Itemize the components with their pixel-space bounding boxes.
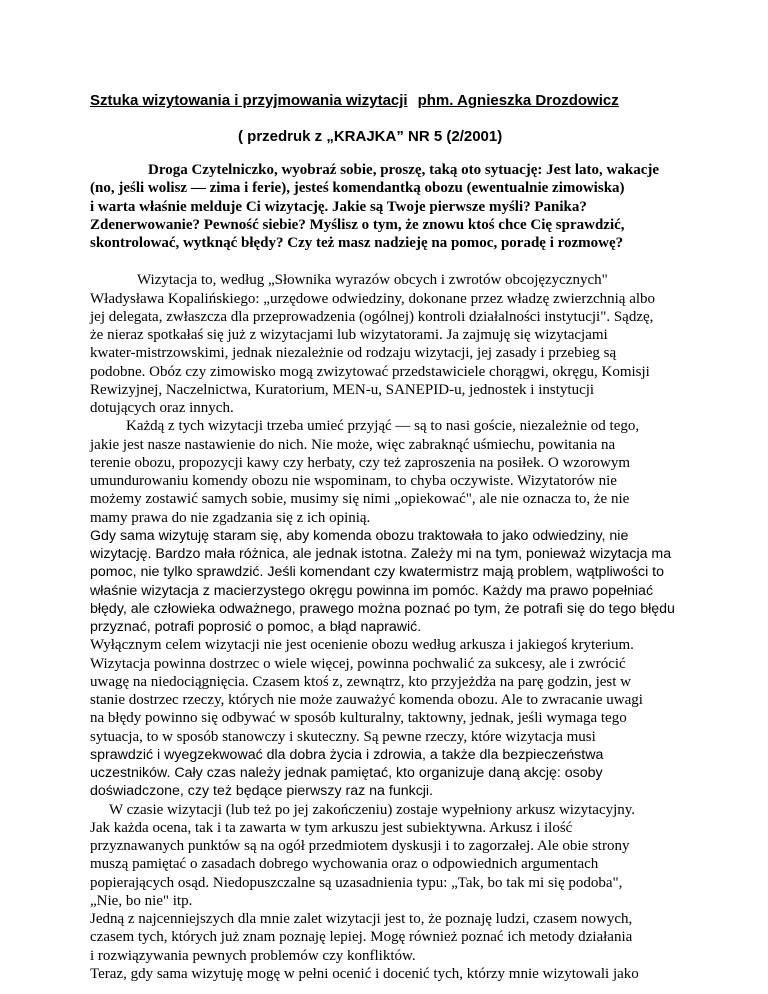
article-author: phm. Agnieszka Drozdowicz [417, 92, 619, 109]
intro-paragraph [90, 161, 710, 252]
text-line: jej delegata, zwłaszcza dla przeprowadzenia (ogólnej) kontroli działalności instytucji". Sądzę, [90, 308, 654, 325]
text-line: Zdenerwowanie? Pewność siebie? Myślisz o tym, że znowu ktoś chce Cię sprawdzić, [90, 216, 625, 233]
text-line: wizytację. Bardzo mała różnica, ale jednak istotna. Zależy mi na tym, ponieważ wizytacja ma [90, 546, 672, 562]
text-line: doświadczone, czy też będące pierwszy raz na funkcji. [90, 783, 434, 800]
text-line: sytuacja, to w sposób stanowczy i skuteczny. Są pewne rzeczy, które wizytacja musi [90, 728, 596, 745]
body-paragraphs [90, 271, 710, 983]
text-line: Gdy sama wizytuję staram się, aby komenda obozu traktowała to jako odwiedziny, nie [90, 527, 629, 544]
text-line: i warta właśnie melduje Ci wizytację. Jakie są Twoje pierwsze myśli? Panika? [90, 198, 587, 215]
reprint-note: ( przedruk z „KRAJKA” NR 5 (2/2001) [238, 128, 503, 145]
text-line: Każdą z tych wizytacji trzeba umieć przyjąć — są to nasi goście, niezależnie od tego, [126, 418, 640, 435]
text-line: stanie dostrzec rzeczy, których nie może zauważyć komenda obozu. Ale to zwracanie uwagi [90, 692, 643, 708]
text-line: Jak każda ocena, tak i ta zawarta w tym arkuszu jest subiektywna. Arkusz i ilość [90, 819, 573, 836]
text-line: uwagę na niedociągnięcia. Czasem ktoś z, zewnątrz, kto przyjeżdża na parę godzin, jest w [90, 673, 632, 690]
text-line: mamy prawa do nie zgadzania się z ich opinią. [90, 509, 371, 526]
text-line: Jedną z najcenniejszych dla mnie zalet wizytacji jest to, że poznaję ludzi, czasem nowych, [90, 911, 633, 927]
text-line: Teraz, gdy sama wizytuję mogę w pełni ocenić i docenić tych, którzy mnie wizytowali jako [90, 965, 639, 982]
text-line: jakie jest nasze nastawienie do nich. Nie może, więc zabraknąć uśmiechu, powitania na [90, 436, 616, 453]
text-line: i rozwiązywania pewnych problemów czy konfliktów. [90, 947, 416, 964]
text-line: umundurowaniu komendy obozu nie wspominam, to chyba oczywiste. Wizytatorów nie [90, 473, 617, 489]
text-line: błędy, ale człowieka odważnego, prawego można poznać po tym, że potrafi się do tego błędu [90, 600, 675, 617]
text-line: Władysława Kopalińskiego: „urzędowe odwiedziny, dokonane przez władzę zwierzchnią albo [90, 290, 656, 307]
text-line: przyznawanych punktów są na ogół przedmiotem dyskusji i to zagorzałej. Ale obie strony [90, 838, 630, 854]
text-line: „Nie, bo nie" itp. [90, 892, 193, 909]
text-line: (no, jeśli wolisz — zima i ferie), jesteś komendantką obozu (ewentualnie zimowiska) [90, 180, 625, 197]
text-line: muszą pamiętać o zasadach dobrego wychowania oraz o odpowiednich argumentach [90, 856, 599, 873]
text-line: popierających osąd. Niedopuszczalne są uzasadnienia typu: „Tak, bo tak mi się podoba", [90, 874, 623, 891]
text-line: Wizytacja powinna dostrzec o wiele więcej, powinna pochwalić za sukcesy, ale i zwrócić [90, 655, 626, 672]
text-line: kwater-mistrzowskimi, jednak niezależnie od rodzaju wizytacji, jej zasady i przebieg są [90, 345, 617, 362]
text-line: W czasie wizytacji (lub też po jej zakończeniu) zostaje wypełniony arkusz wizytacyjny. [109, 801, 636, 818]
text-line: Wyłącznym celem wizytacji nie jest ocenienie obozu według arkusza i jakiegoś kryterium. [90, 637, 634, 654]
text-line: czasem tych, których już znam poznaję lepiej. Mogę również poznać ich metody działania [90, 929, 633, 946]
text-line: Droga Czytelniczko, wyobraź sobie, proszę, taką oto sytuację: Jest lato, wakacje [148, 162, 660, 178]
text-line: pomoc, nie tylko sprawdzić. Jeśli komendant czy kwatermistrz mają problem, wątpliwości to [90, 564, 665, 581]
text-line: uczestników. Cały czas należy jednak pamiętać, kto organizuje daną akcję: osoby [90, 765, 603, 781]
article-body [90, 161, 710, 983]
text-line: terenie obozu, propozycji kawy czy herbaty, czy też zaproszenia na posiłek. O wzorowym [90, 454, 631, 471]
text-line: na błędy powinno się odbywać w sposób kulturalny, taktowny, jednak, jeśli wymaga tego [90, 710, 627, 727]
text-line: że nieraz spotkałaś się już z wizytacjami lub wizytatorami. Ja zajmuję się wizytacjami [90, 327, 608, 343]
article-header [90, 92, 690, 110]
text-line: sprawdzić i wyegzekwować dla dobra życia i zdrowia, a także dla bezpieczeństwa [90, 746, 604, 763]
text-line: Wizytacja to, według „Słownika wyrazów obcych i zwrotów obcojęzycznych" [137, 272, 608, 289]
text-line: Rewizyjnej, Naczelnictwa, Kuratorium, MEN-u, SANEPID-u, jednostek i instytucji [90, 381, 595, 398]
text-line: podobne. Obóz czy zimowisko mogą zwizytować przedstawiciele chorągwi, okręgu, Komisji [90, 363, 650, 380]
article-title: Sztuka wizytowania i przyjmowania wizytacji [90, 92, 408, 109]
text-line: możemy zostawić samych sobie, musimy się nimi „opiekować", ale nie oznacza to, że nie [90, 491, 630, 508]
text-line: właśnie wizytacja z macierzystego okręgu powinna im pomóc. Każdy ma prawo popełniać [90, 582, 654, 599]
text-line: dotujących oraz innych. [90, 400, 234, 416]
text-line: przyznać, potrafi poprosić o pomoc, a błąd naprawić. [90, 619, 422, 635]
text-line: skontrolować, wytknąć błędy? Czy też masz nadzieję na pomoc, poradę i rozmowę? [90, 235, 624, 251]
